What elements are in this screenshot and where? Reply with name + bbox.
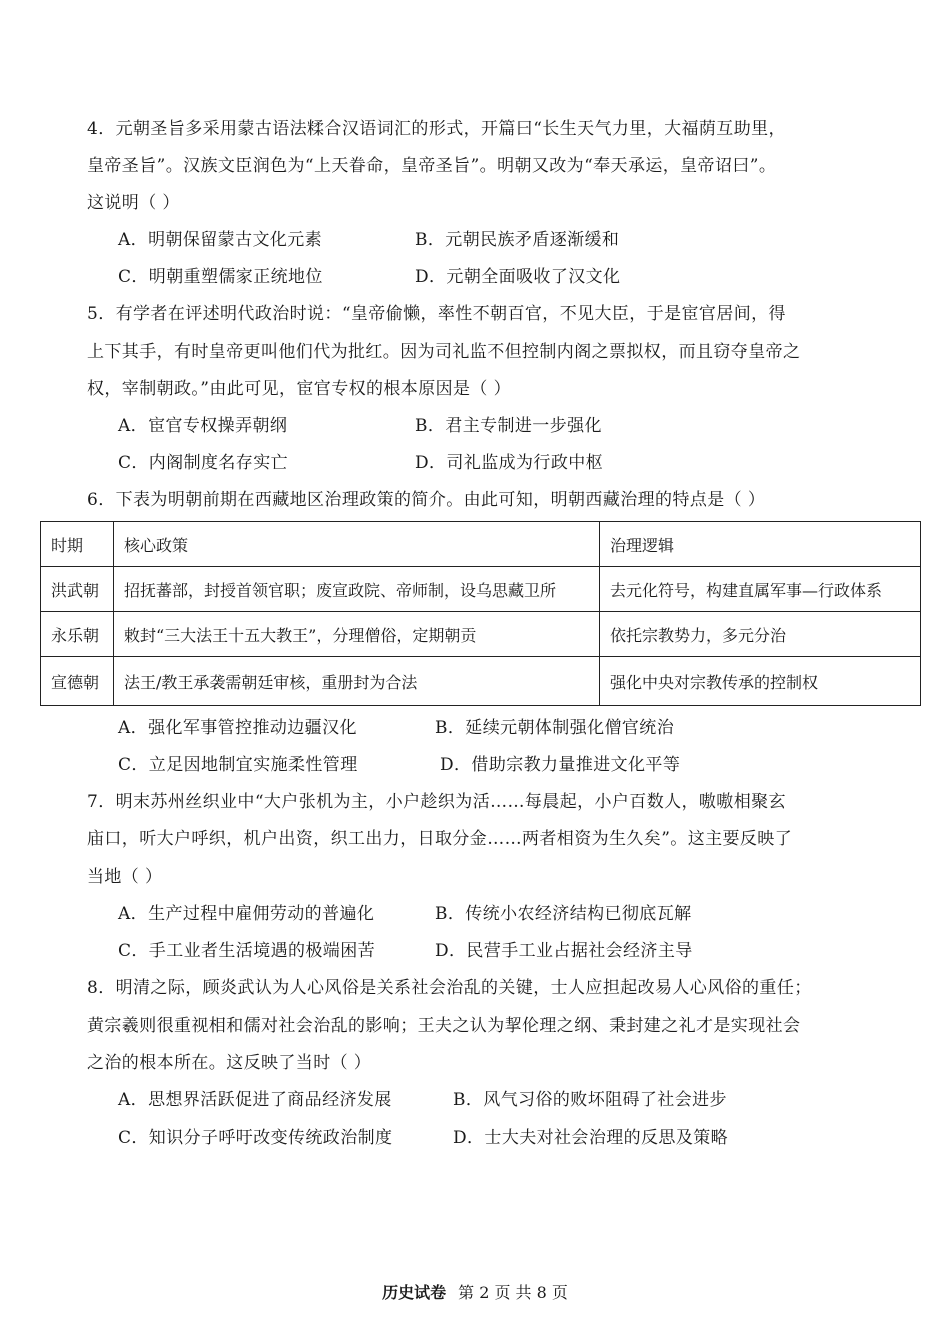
question-text-line: 6．下表为明朝前期在西藏地区治理政策的简介。由此可知，明朝西藏治理的特点是（ ） — [87, 490, 766, 510]
question-text-line: 4．元朝圣旨多采用蒙古语法糅合汉语词汇的形式，开篇曰“长生天气力里，大福荫互助里， — [87, 119, 786, 139]
question-text-line: 上下其手，有时皇帝更叫他们代为批红。因为司礼监不但控制内阁之票拟权，而且窃夺皇帝之 — [87, 342, 801, 362]
table-header-cell: 时期 — [41, 522, 114, 567]
footer-page-number: 第 2 页 共 8 页 — [458, 1283, 568, 1302]
footer-subject: 历史试卷 — [382, 1283, 447, 1302]
page-footer — [0, 1280, 950, 1303]
table-cell: 敕封“三大法王十五大教王”，分理僧俗，定期朝贡 — [114, 612, 600, 657]
option-b: B．风气习俗的败坏阻碍了社会进步 — [453, 1090, 727, 1110]
question-text-line: 皇帝圣旨”。汉族文臣润色为“上天眷命，皇帝圣旨”。明朝又改为“奉天承运，皇帝诏曰”。 — [87, 156, 777, 176]
option-c: C．知识分子呼吁改变传统政治制度 — [118, 1128, 393, 1148]
option-d: D．士大夫对社会治理的反思及策略 — [453, 1128, 729, 1148]
table-header-row — [41, 522, 921, 567]
option-d: D．司礼监成为行政中枢 — [415, 453, 604, 473]
table-cell: 招抚蕃部，封授首领官职；废宣政院、帝师制，设乌思藏卫所 — [114, 567, 600, 612]
option-c: C．立足因地制宜实施柔性管理 — [118, 755, 358, 775]
table-row — [41, 657, 921, 706]
question-text-line: 当地（ ） — [87, 867, 163, 887]
table-cell: 永乐朝 — [41, 612, 114, 657]
question-text-line: 7．明末苏州丝织业中“大户张机为主，小户趁织为活……每晨起，小户百数人，嗷嗷相聚玄 — [87, 792, 786, 812]
table-row — [41, 567, 921, 612]
option-c: C．手工业者生活境遇的极端困苦 — [118, 941, 376, 961]
table-cell: 宣德朝 — [41, 657, 114, 706]
table-header-cell: 治理逻辑 — [600, 522, 921, 567]
option-c: C．明朝重塑儒家正统地位 — [118, 267, 323, 287]
option-a: A．思想界活跃促进了商品经济发展 — [118, 1090, 392, 1110]
option-a: A．宦官专权操弄朝纲 — [118, 416, 288, 436]
table-header-cell: 核心政策 — [114, 522, 600, 567]
option-a: A．明朝保留蒙古文化元素 — [118, 230, 323, 250]
question-text-line: 这说明（ ） — [87, 193, 180, 213]
table-cell: 依托宗教势力，多元分治 — [600, 612, 921, 657]
option-a: A．强化军事管控推动边疆汉化 — [118, 718, 357, 738]
question-text-line: 5．有学者在评述明代政治时说：“皇帝偷懒，率性不朝百官，不见大臣，于是宦官居间，得 — [87, 304, 786, 324]
option-a: A．生产过程中雇佣劳动的普遍化 — [118, 904, 375, 924]
table-cell: 法王/教王承袭需朝廷审核，重册封为合法 — [114, 657, 600, 706]
option-b: B．元朝民族矛盾逐渐缓和 — [415, 230, 620, 250]
table-row — [41, 612, 921, 657]
option-b: B．君主专制进一步强化 — [415, 416, 602, 436]
question-text-line: 8．明清之际，顾炎武认为人心风俗是关系社会治乱的关键，士人应担起改易人心风俗的重任； — [87, 978, 812, 998]
table-cell: 洪武朝 — [41, 567, 114, 612]
question-text-line: 之治的根本所在。这反映了当时（ ） — [87, 1053, 372, 1073]
question-text-line: 黄宗羲则很重视相和儒对社会治乱的影响；王夫之认为挈伦理之纲、秉封建之礼才是实现社会 — [87, 1016, 801, 1036]
option-c: C．内阁制度名存实亡 — [118, 453, 289, 473]
table-cell: 去元化符号，构建直属军事—行政体系 — [600, 567, 921, 612]
option-b: B．延续元朝体制强化僧官统治 — [435, 718, 675, 738]
table-cell: 强化中央对宗教传承的控制权 — [600, 657, 921, 706]
option-d: D．借助宗教力量推进文化平等 — [440, 755, 681, 775]
option-b: B．传统小农经济结构已彻底瓦解 — [435, 904, 692, 924]
policy-table — [40, 521, 921, 706]
option-d: D．民营手工业占据社会经济主导 — [435, 941, 693, 961]
question-text-line: 权，宰制朝政。”由此可见，宦官专权的根本原因是（ ） — [87, 379, 511, 399]
question-text-line: 庙口，听大户呼织，机户出资，织工出力，日取分金……两者相资为生久矣”。这主要反映了 — [87, 829, 793, 849]
option-d: D．元朝全面吸收了汉文化 — [415, 267, 621, 287]
